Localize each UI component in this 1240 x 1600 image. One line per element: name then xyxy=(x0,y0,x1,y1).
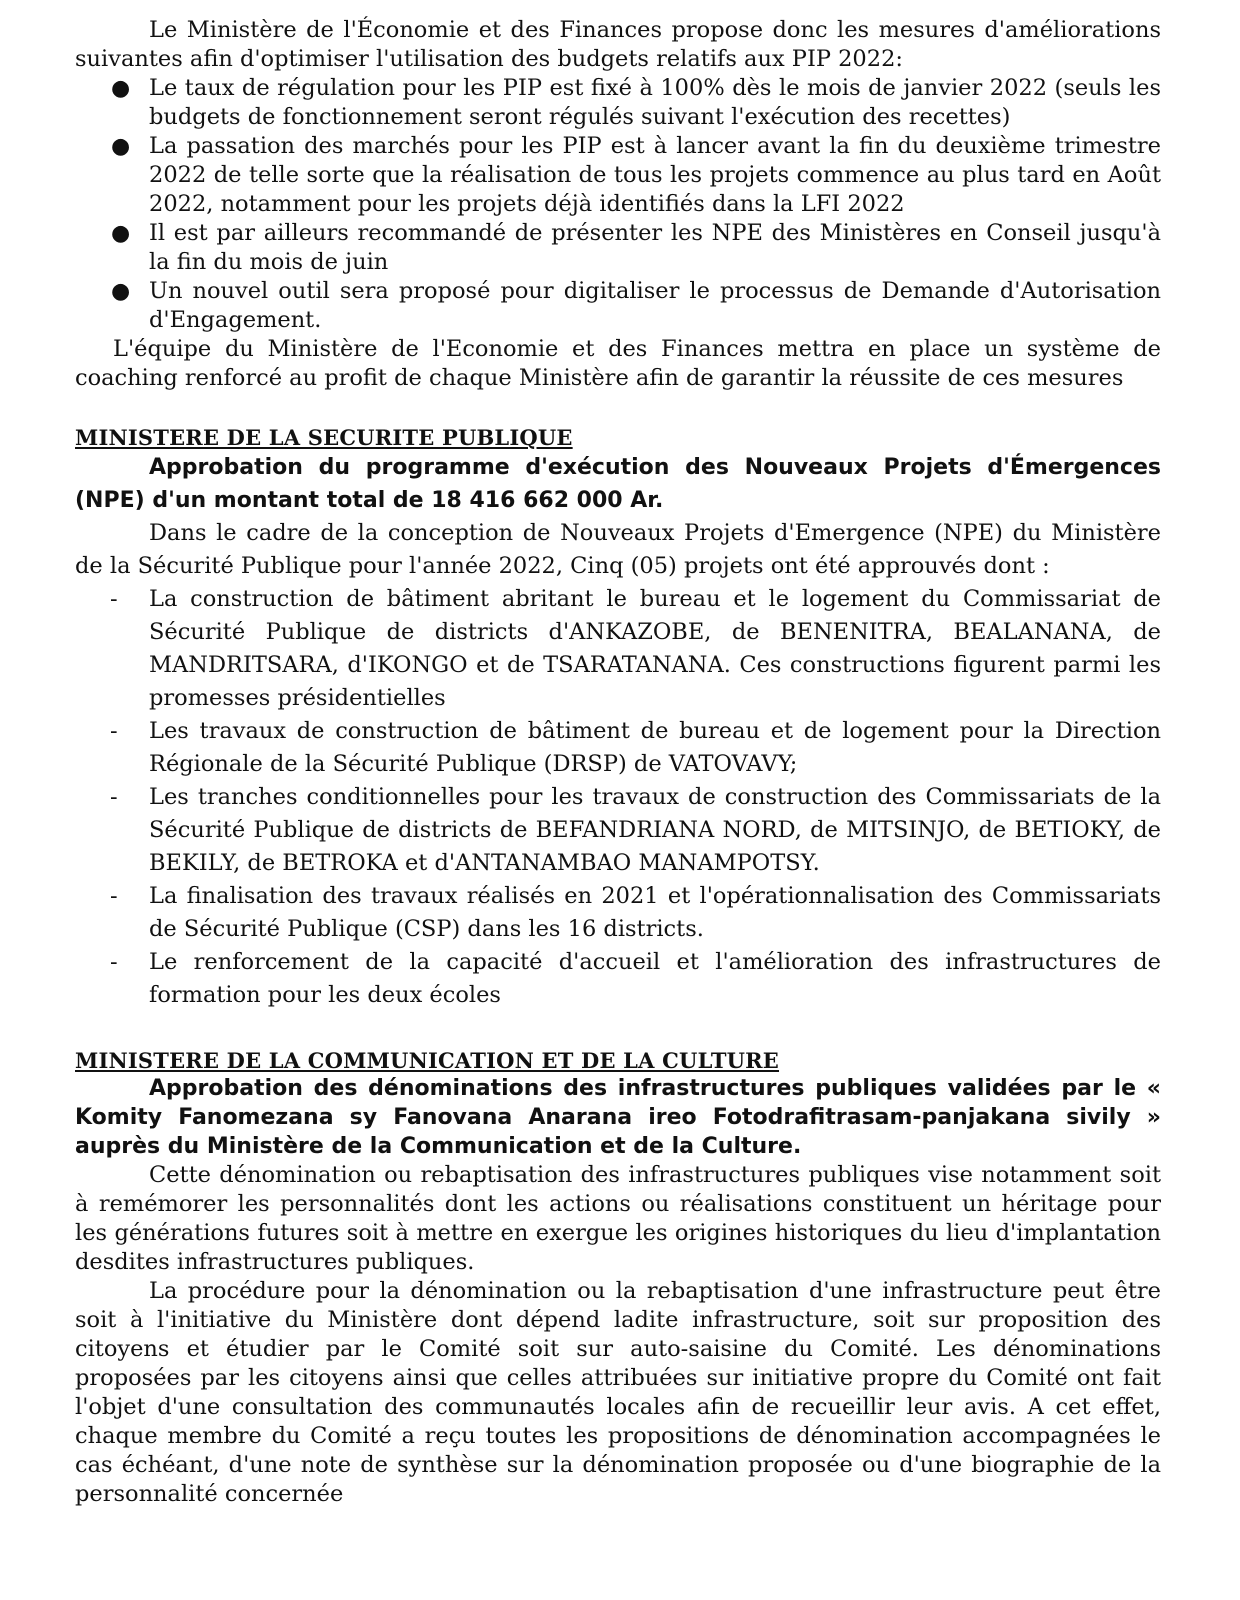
security-section xyxy=(75,425,1161,1012)
dash-icon: - xyxy=(110,718,118,744)
list-item-text: La finalisation des travaux réalisés en 2021 et l'opérationnalisation des Commissariats de Sécurité Publique (CSP) dans les 16 districts. xyxy=(149,883,1161,942)
list-item xyxy=(75,74,1161,132)
communication-section xyxy=(75,1048,1161,1509)
bullet-icon: ● xyxy=(111,76,131,101)
measures-list xyxy=(75,74,1161,335)
dash-icon: - xyxy=(110,586,118,612)
list-item xyxy=(75,219,1161,277)
document-page xyxy=(75,16,1161,1509)
list-item-text: Il est par ailleurs recommandé de présenter les NPE des Ministères en Conseil jusqu'à la fin du mois de juin xyxy=(149,220,1161,275)
list-item-text: La passation des marchés pour les PIP est à lancer avant la fin du deuxième trimestre 2022 de telle sorte que la réalisation de tous les projets commence au plus tard en Août 2022, notamment pour les projets déjà identifiés dans la LFI 2022 xyxy=(149,133,1161,217)
security-projects-list xyxy=(75,583,1161,1012)
list-item-text: Le taux de régulation pour les PIP est fixé à 100% dès le mois de janvier 2022 (seuls les budgets de fonctionnement seront régulés suivant l'exécution des recettes) xyxy=(149,75,1161,130)
intro-paragraph: Le Ministère de l'Économie et des Finances propose donc les mesures d'améliorations suivantes afin d'optimiser l'utilisation des budgets relatifs aux PIP 2022: xyxy=(75,17,1161,72)
communication-paragraph-2: La procédure pour la dénomination ou la rebaptisation d'une infrastructure peut être soit à l'initiative du Ministère dont dépend ladite infrastructure, soit sur proposition des citoyens et étudier par le Comité soit sur auto-saisine du Comité. Les dénominations proposées par les citoyens ainsi que celles attribuées sur initiative propre du Comité ont fait l'objet d'une consultation des communautés locales afin de recueillir leur avis. A cet effet, chaque membre du Comité a reçu toutes les propositions de dénomination accompagnées le cas échéant, d'une note de synthèse sur la dénomination proposée ou d'une biographie de la personnalité concernée xyxy=(75,1278,1161,1507)
list-item-text: Un nouvel outil sera proposé pour digitaliser le processus de Demande d'Autorisation d'Engagement. xyxy=(149,278,1161,333)
list-item-text: Les travaux de construction de bâtiment de bureau et de logement pour la Direction Régionale de la Sécurité Publique (DRSP) de VATOVAVY; xyxy=(149,718,1161,777)
dash-icon: - xyxy=(110,883,118,909)
list-item-text: Le renforcement de la capacité d'accueil et l'amélioration des infrastructures de formation pour les deux écoles xyxy=(149,949,1161,1008)
list-item xyxy=(75,583,1161,715)
bullet-icon: ● xyxy=(111,221,131,246)
list-item-text: Les tranches conditionnelles pour les travaux de construction des Commissariats de la Sécurité Publique de districts de BEFANDRIANA NORD, de MITSINJO, de BETIOKY, de BEKILY, de BETROKA et d'ANTANAMBAO MANAMPOTSY. xyxy=(149,784,1161,876)
list-item xyxy=(75,781,1161,880)
bullet-icon: ● xyxy=(111,134,131,159)
security-title: MINISTERE DE LA SECURITE PUBLIQUE xyxy=(75,425,573,450)
list-item xyxy=(75,715,1161,781)
list-item xyxy=(75,880,1161,946)
list-item-text: La construction de bâtiment abritant le bureau et le logement du Commissariat de Sécurité Publique de districts d'ANKAZOBE, de BENENITRA, BEALANANA, de MANDRITSARA, d'IKONGO et de TSARATANANA. Ces constructions figurent parmi les promesses présidentielles xyxy=(149,586,1161,711)
list-item xyxy=(75,946,1161,1012)
closing-paragraph: L'équipe du Ministère de l'Economie et des Finances mettra en place un système de coaching renforcé au profit de chaque Ministère afin de garantir la réussite de ces mesures xyxy=(75,336,1161,391)
dash-icon: - xyxy=(110,784,118,810)
security-approbation: Approbation du programme d'exécution des Nouveaux Projets d'Émergences (NPE) d'un montant total de 18 416 662 000 Ar. xyxy=(75,455,1161,513)
dash-icon: - xyxy=(110,949,118,975)
security-paragraph: Dans le cadre de la conception de Nouveaux Projets d'Emergence (NPE) du Ministère de la Sécurité Publique pour l'année 2022, Cinq (05) projets ont été approuvés dont : xyxy=(75,520,1161,579)
list-item xyxy=(75,132,1161,219)
communication-paragraph-1: Cette dénomination ou rebaptisation des infrastructures publiques vise notamment soit à remémorer les personnalités dont les actions ou réalisations constituent un héritage pour les générations futures soit à mettre en exergue les origines historiques du lieu d'implantation desdites infrastructures publiques. xyxy=(75,1162,1161,1275)
finance-measures-section xyxy=(75,16,1161,393)
communication-title: MINISTERE DE LA COMMUNICATION ET DE LA CULTURE xyxy=(75,1048,780,1073)
bullet-icon: ● xyxy=(111,279,131,304)
communication-approbation: Approbation des dénominations des infrastructures publiques validées par le « Komity Fanomezana sy Fanovana Anarana ireo Fotodrafitrasam-panjakana sivily » auprès du Ministère de la Communication et de la Culture. xyxy=(75,1076,1161,1159)
list-item xyxy=(75,277,1161,335)
